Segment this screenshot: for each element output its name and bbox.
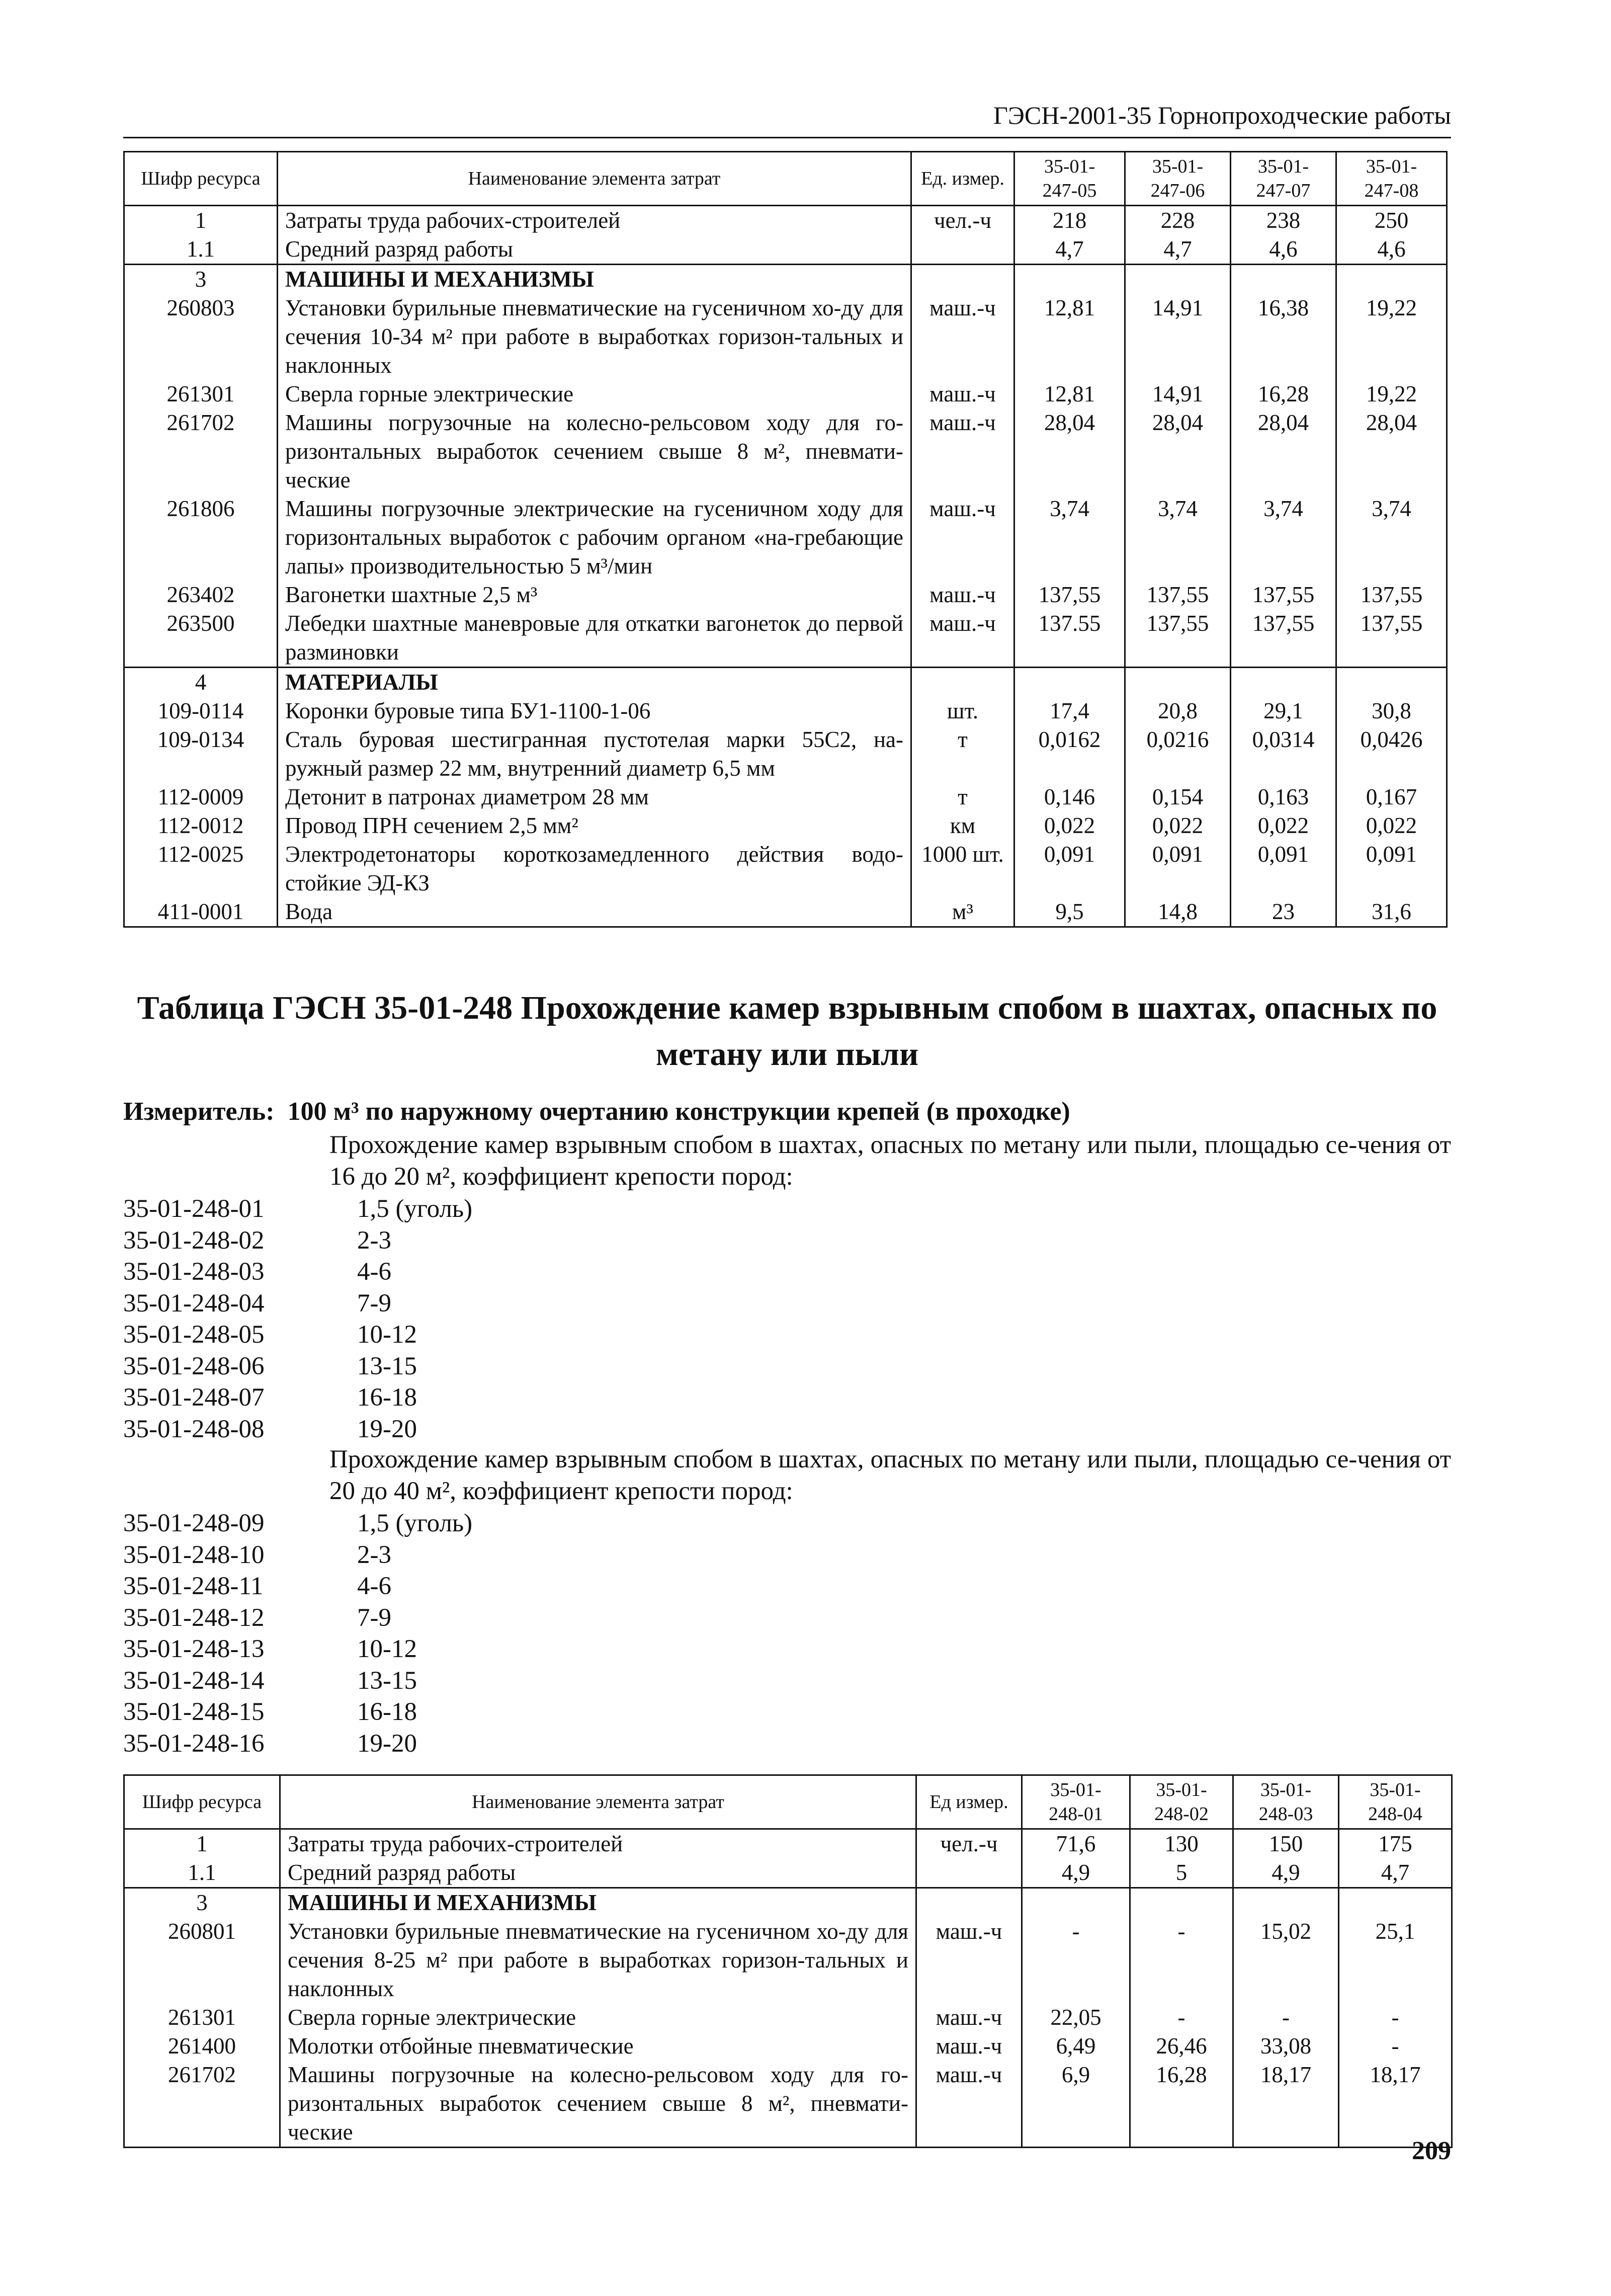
hardness-range: 10-12 [357, 1321, 417, 1349]
norm-value: 0,0314 [1231, 725, 1336, 783]
unit-cell: чел.-ч [911, 206, 1014, 235]
table-row [124, 725, 1447, 783]
hardness-range: 13-15 [357, 1666, 417, 1695]
meter-text: 100 м³ по наружному очертанию конструкции крепей (в проходке) [287, 1097, 1070, 1126]
hardness-range: 2-3 [357, 1226, 391, 1255]
resource-code: 112-0012 [124, 811, 278, 840]
resource-name: Установки бурильные пневматические на гусеничном хо-ду для сечения 10-34 м² при работе в выработках горизон-тальных и наклонных [278, 294, 911, 380]
norm-value: 137,55 [1014, 581, 1125, 609]
col-header-name: Наименование элемента затрат [278, 152, 911, 206]
resource-code: 112-0009 [124, 783, 278, 811]
table-row [124, 380, 1447, 408]
resource-code: 109-0114 [124, 697, 278, 725]
norm-value: 28,04 [1336, 408, 1447, 495]
norm-value: 137,55 [1231, 609, 1336, 668]
resource-name: Сталь буровая шестигранная пустотелая марки 55С2, на-ружный размер 22 мм, внутренний диаметр 6,5 мм [278, 725, 911, 783]
unit-cell [911, 668, 1014, 697]
norm-value [1233, 1888, 1339, 1918]
col-header-unit: Ед. измер. [911, 152, 1014, 206]
resource-name: Вагонетки шахтные 2,5 м³ [278, 581, 911, 609]
code-list [123, 1508, 472, 1759]
norm-value: 18,17 [1339, 2061, 1452, 2148]
table-row [124, 783, 1447, 811]
list-item [123, 1193, 472, 1225]
unit-cell: маш.-ч [911, 408, 1014, 495]
norm-value: 22,05 [1022, 2003, 1130, 2032]
hardness-range: 4-6 [357, 1258, 391, 1286]
unit-cell: т [911, 783, 1014, 811]
resource-name: Затраты труда рабочих-строителей [278, 206, 911, 235]
norm-value: 9,5 [1014, 897, 1125, 927]
list-item [123, 1414, 472, 1445]
norm-value: 19,22 [1336, 380, 1447, 408]
norm-code: 35-01-248-14 [123, 1666, 265, 1695]
section-title: Таблица ГЭСН 35-01-248 Прохождение камер взрывным спобом в шахтах, опасных по метану или пыли [137, 990, 1437, 1073]
norm-value: 0,022 [1231, 811, 1336, 840]
col-header-norm: 35-01- 247-06 [1125, 152, 1231, 206]
norm-code: 35-01-248-16 [123, 1729, 265, 1758]
unit-cell: м³ [911, 897, 1014, 927]
norm-value: 0,154 [1125, 783, 1231, 811]
resource-code: 411-0001 [124, 897, 278, 927]
norm-value [1022, 1888, 1130, 1918]
hardness-range: 13-15 [357, 1352, 417, 1380]
unit-cell [916, 1858, 1022, 1888]
norm-value: 16,28 [1130, 2061, 1233, 2148]
resource-code: 260803 [124, 294, 278, 380]
norm-value: 6,9 [1022, 2061, 1130, 2148]
norm-value [1014, 265, 1125, 294]
unit-cell: маш.-ч [911, 581, 1014, 609]
norm-value: 137,55 [1125, 581, 1231, 609]
resource-code: 1.1 [124, 1858, 280, 1888]
norm-code: 35-01-248-03 [123, 1258, 265, 1286]
norm-value [1231, 668, 1336, 697]
norm-value: 137,55 [1125, 609, 1231, 668]
resource-code: 263500 [124, 609, 278, 668]
norm-value [1231, 265, 1336, 294]
resource-name: Детонит в патронах диаметром 28 мм [278, 783, 911, 811]
norm-value: 238 [1231, 206, 1336, 235]
hardness-range: 7-9 [357, 1603, 391, 1632]
resource-code: 261301 [124, 2003, 280, 2032]
hardness-range: 16-18 [357, 1383, 417, 1412]
resource-code: 261400 [124, 2032, 280, 2061]
norm-code: 35-01-248-06 [123, 1352, 265, 1380]
norm-value: 3,74 [1336, 495, 1447, 581]
list-item [123, 1319, 472, 1351]
list-item [123, 1571, 472, 1602]
norm-value: 19,22 [1336, 294, 1447, 380]
norm-value: 4,7 [1014, 235, 1125, 265]
norm-value: 250 [1336, 206, 1447, 235]
hardness-range: 10-12 [357, 1635, 417, 1663]
table-body [124, 1829, 1452, 2148]
unit-cell: маш.-ч [916, 2003, 1022, 2032]
list-item [123, 1508, 472, 1539]
col-header-norm: 35-01- 248-02 [1130, 1775, 1233, 1829]
norm-value: 4,9 [1022, 1858, 1130, 1888]
norm-value: 4,7 [1125, 235, 1231, 265]
unit-cell [911, 265, 1014, 294]
resource-name: МАШИНЫ И МЕХАНИЗМЫ [278, 265, 911, 294]
table-body [124, 206, 1447, 927]
resource-code: 4 [124, 668, 278, 697]
code-list [123, 1193, 472, 1445]
norm-value: 23 [1231, 897, 1336, 927]
norm-value: 4,6 [1231, 235, 1336, 265]
resource-name: Машины погрузочные на колесно-рельсовом ходу для го-ризонтальных выработок сечением свыше 8 м², пневмати-ческие [278, 408, 911, 495]
norm-value: 29,1 [1231, 697, 1336, 725]
norm-code: 35-01-248-10 [123, 1540, 265, 1569]
resource-name: МАТЕРИАЛЫ [278, 668, 911, 697]
norm-value: 150 [1233, 1829, 1339, 1859]
section-row [124, 1888, 1452, 1918]
norm-value: 0,022 [1125, 811, 1231, 840]
norm-value: 0,0162 [1014, 725, 1125, 783]
norm-value: 28,04 [1231, 408, 1336, 495]
group-intro: Прохождение камер взрывным спобом в шахтах, опасных по метану или пыли, площадью се-чения от 16 до 20 м², коэффициент крепости пород: [329, 1131, 1451, 1191]
resource-code: 3 [124, 1888, 280, 1918]
col-header-norm: 35-01- 248-01 [1022, 1775, 1130, 1829]
norm-value: 14,91 [1125, 380, 1231, 408]
table-row [124, 609, 1447, 668]
table-row [124, 897, 1447, 927]
resource-name: Электродетонаторы короткозамедленного действия водо-стойкие ЭД-КЗ [278, 840, 911, 897]
norm-value: 30,8 [1336, 697, 1447, 725]
norm-value: 3,74 [1125, 495, 1231, 581]
unit-cell: т [911, 725, 1014, 783]
norm-value: 5 [1130, 1858, 1233, 1888]
table-row [124, 294, 1447, 380]
list-item [123, 1602, 472, 1634]
table-row [124, 2003, 1452, 2032]
col-header-unit: Ед измер. [916, 1775, 1022, 1829]
norm-value: 0,163 [1231, 783, 1336, 811]
norm-value: 3,74 [1014, 495, 1125, 581]
unit-cell [911, 235, 1014, 265]
col-header-norm: 35-01- 247-07 [1231, 152, 1336, 206]
section-row [124, 668, 1447, 697]
resource-name: Молотки отбойные пневматические [280, 2032, 916, 2061]
norm-code: 35-01-248-15 [123, 1698, 265, 1726]
norm-code: 35-01-248-11 [123, 1572, 264, 1600]
table-row [124, 206, 1447, 235]
norm-value: 17,4 [1014, 697, 1125, 725]
page-number: 209 [1412, 2137, 1451, 2165]
norm-value: 18,17 [1233, 2061, 1339, 2148]
norm-code: 35-01-248-13 [123, 1635, 265, 1663]
norm-value: 16,38 [1231, 294, 1336, 380]
norm-value [1339, 1888, 1452, 1918]
resource-name: МАШИНЫ И МЕХАНИЗМЫ [280, 1888, 916, 1918]
meter-label: Измеритель: [123, 1097, 275, 1126]
norm-value: 4,7 [1339, 1858, 1452, 1888]
norm-value: - [1339, 2032, 1452, 2061]
norm-value: 26,46 [1130, 2032, 1233, 2061]
norm-value: 6,49 [1022, 2032, 1130, 2061]
norm-value: 0,091 [1125, 840, 1231, 897]
resource-code: 261806 [124, 495, 278, 581]
norm-value [1336, 668, 1447, 697]
norm-value: - [1130, 1917, 1233, 2003]
norm-value: 71,6 [1022, 1829, 1130, 1859]
norm-value: 28,04 [1125, 408, 1231, 495]
unit-cell: маш.-ч [916, 2032, 1022, 2061]
norm-value: 0,091 [1231, 840, 1336, 897]
unit-cell: маш.-ч [916, 1917, 1022, 2003]
section-row [124, 265, 1447, 294]
resource-code: 1 [124, 1829, 280, 1859]
list-item [123, 1256, 472, 1288]
resource-table-247 [123, 151, 1448, 928]
norm-value: 12,81 [1014, 294, 1125, 380]
norm-code: 35-01-248-05 [123, 1321, 265, 1349]
col-header-code: Шифр ресурса [124, 1775, 280, 1829]
norm-value: 14,91 [1125, 294, 1231, 380]
unit-cell: 1000 шт. [911, 840, 1014, 897]
norm-code: 35-01-248-08 [123, 1415, 265, 1443]
norm-value: 4,9 [1233, 1858, 1339, 1888]
norm-value: 15,02 [1233, 1917, 1339, 2003]
resource-name: Вода [278, 897, 911, 927]
norm-value: - [1022, 1917, 1130, 2003]
unit-cell: чел.-ч [916, 1829, 1022, 1859]
table-row [124, 840, 1447, 897]
table-row [124, 495, 1447, 581]
unit-cell: км [911, 811, 1014, 840]
running-title: ГЭСН-2001-35 Горнопроходческие работы [993, 101, 1451, 129]
norm-value: 175 [1339, 1829, 1452, 1859]
hardness-range: 1,5 (уголь) [357, 1195, 473, 1223]
table-row [124, 811, 1447, 840]
norm-value: 33,08 [1233, 2032, 1339, 2061]
list-item [123, 1288, 472, 1320]
resource-code: 261301 [124, 380, 278, 408]
hardness-range: 7-9 [357, 1289, 391, 1318]
unit-cell: маш.-ч [911, 609, 1014, 668]
norm-value [1336, 265, 1447, 294]
norm-value: 0,022 [1014, 811, 1125, 840]
unit-cell: маш.-ч [911, 495, 1014, 581]
norm-code: 35-01-248-12 [123, 1603, 265, 1632]
resource-table-248 [123, 1774, 1453, 2148]
resource-code: 261702 [124, 2061, 280, 2148]
group-intro: Прохождение камер взрывным спобом в шахтах, опасных по метану или пыли, площадью се-чения от 20 до 40 м², коэффициент крепости пород: [329, 1445, 1451, 1505]
col-header-norm: 35-01- 248-04 [1339, 1775, 1452, 1829]
list-item [123, 1539, 472, 1571]
list-item [123, 1696, 472, 1728]
norm-code: 35-01-248-04 [123, 1289, 265, 1318]
hardness-range: 2-3 [357, 1540, 391, 1569]
hardness-range: 4-6 [357, 1572, 391, 1600]
unit-cell: маш.-ч [916, 2061, 1022, 2148]
resource-name: Коронки буровые типа БУ1-1100-1-06 [278, 697, 911, 725]
norm-value: 0,022 [1336, 811, 1447, 840]
norm-value: 20,8 [1125, 697, 1231, 725]
norm-value: - [1233, 2003, 1339, 2032]
table-row [124, 1917, 1452, 2003]
norm-value: 130 [1130, 1829, 1233, 1859]
col-header-norm: 35-01- 248-03 [1233, 1775, 1339, 1829]
norm-value: 25,1 [1339, 1917, 1452, 2003]
norm-value: - [1130, 2003, 1233, 2032]
norm-value: 28,04 [1014, 408, 1125, 495]
norm-value: 0,091 [1014, 840, 1125, 897]
resource-code: 112-0025 [124, 840, 278, 897]
norm-value: 0,167 [1336, 783, 1447, 811]
col-header-code: Шифр ресурса [124, 152, 278, 206]
table-row [124, 2032, 1452, 2061]
norm-value: 31,6 [1336, 897, 1447, 927]
resource-name: Средний разряд работы [280, 1858, 916, 1888]
table-row [124, 235, 1447, 265]
norm-value [1125, 668, 1231, 697]
norm-value: 137,55 [1231, 581, 1336, 609]
col-header-norm: 35-01- 247-08 [1336, 152, 1447, 206]
resource-name: Сверла горные электрические [278, 380, 911, 408]
list-item [123, 1665, 472, 1697]
resource-code: 263402 [124, 581, 278, 609]
resource-name: Сверла горные электрические [280, 2003, 916, 2032]
resource-code: 109-0134 [124, 725, 278, 783]
norm-code: 35-01-248-09 [123, 1509, 265, 1537]
norm-value: - [1339, 2003, 1452, 2032]
norm-value: 137,55 [1336, 581, 1447, 609]
norm-value [1125, 265, 1231, 294]
list-item [123, 1382, 472, 1414]
resource-code: 1.1 [124, 235, 278, 265]
col-header-norm: 35-01- 247-05 [1014, 152, 1125, 206]
resource-name: Средний разряд работы [278, 235, 911, 265]
list-item [123, 1728, 472, 1760]
page-header [123, 96, 1451, 138]
resource-code: 260801 [124, 1917, 280, 2003]
norm-value: 14,8 [1125, 897, 1231, 927]
list-item [123, 1351, 472, 1382]
table-row [124, 408, 1447, 495]
table-header-row [124, 152, 1447, 206]
norm-value: 228 [1125, 206, 1231, 235]
norm-value: 3,74 [1231, 495, 1336, 581]
table-row [124, 581, 1447, 609]
unit-cell [916, 1888, 1022, 1918]
hardness-range: 19-20 [357, 1729, 417, 1758]
resource-name: Провод ПРН сечением 2,5 мм² [278, 811, 911, 840]
col-header-name: Наименование элемента затрат [280, 1775, 916, 1829]
hardness-range: 16-18 [357, 1698, 417, 1726]
norm-value: 0,146 [1014, 783, 1125, 811]
norm-value: 0,0426 [1336, 725, 1447, 783]
resource-code: 1 [124, 206, 278, 235]
unit-cell: маш.-ч [911, 294, 1014, 380]
resource-code: 261702 [124, 408, 278, 495]
meter-line [123, 1096, 1070, 1128]
resource-name: Машины погрузочные на колесно-рельсовом ходу для го-ризонтальных выработок сечением свыше 8 м², пневмати-ческие [280, 2061, 916, 2148]
norm-value: 218 [1014, 206, 1125, 235]
hardness-range: 1,5 (уголь) [357, 1509, 473, 1537]
resource-name: Машины погрузочные электрические на гусеничном ходу для горизонтальных выработок с рабочим органом «на-гребающие лапы» производительностью 5 м³/мин [278, 495, 911, 581]
norm-value: 4,6 [1336, 235, 1447, 265]
list-item [123, 1225, 472, 1257]
unit-cell: шт. [911, 697, 1014, 725]
norm-value [1014, 668, 1125, 697]
norm-value [1130, 1888, 1233, 1918]
table-row [124, 2061, 1452, 2148]
norm-value: 137,55 [1336, 609, 1447, 668]
resource-code: 3 [124, 265, 278, 294]
resource-name: Установки бурильные пневматические на гусеничном хо-ду для сечения 8-25 м² при работе в выработках горизон-тальных и наклонных [280, 1917, 916, 2003]
table-row [124, 697, 1447, 725]
norm-value: 0,0216 [1125, 725, 1231, 783]
resource-name: Затраты труда рабочих-строителей [280, 1829, 916, 1859]
norm-code: 35-01-248-07 [123, 1383, 265, 1412]
norm-value: 137.55 [1014, 609, 1125, 668]
hardness-range: 19-20 [357, 1415, 417, 1443]
unit-cell: маш.-ч [911, 380, 1014, 408]
resource-name: Лебедки шахтные маневровые для откатки вагонеток до первой разминовки [278, 609, 911, 668]
norm-code: 35-01-248-02 [123, 1226, 265, 1255]
table-header-row [124, 1775, 1452, 1829]
norm-value: 12,81 [1014, 380, 1125, 408]
norm-code: 35-01-248-01 [123, 1195, 265, 1223]
norm-value: 16,28 [1231, 380, 1336, 408]
table-row [124, 1858, 1452, 1888]
list-item [123, 1633, 472, 1665]
norm-value: 0,091 [1336, 840, 1447, 897]
table-row [124, 1829, 1452, 1859]
